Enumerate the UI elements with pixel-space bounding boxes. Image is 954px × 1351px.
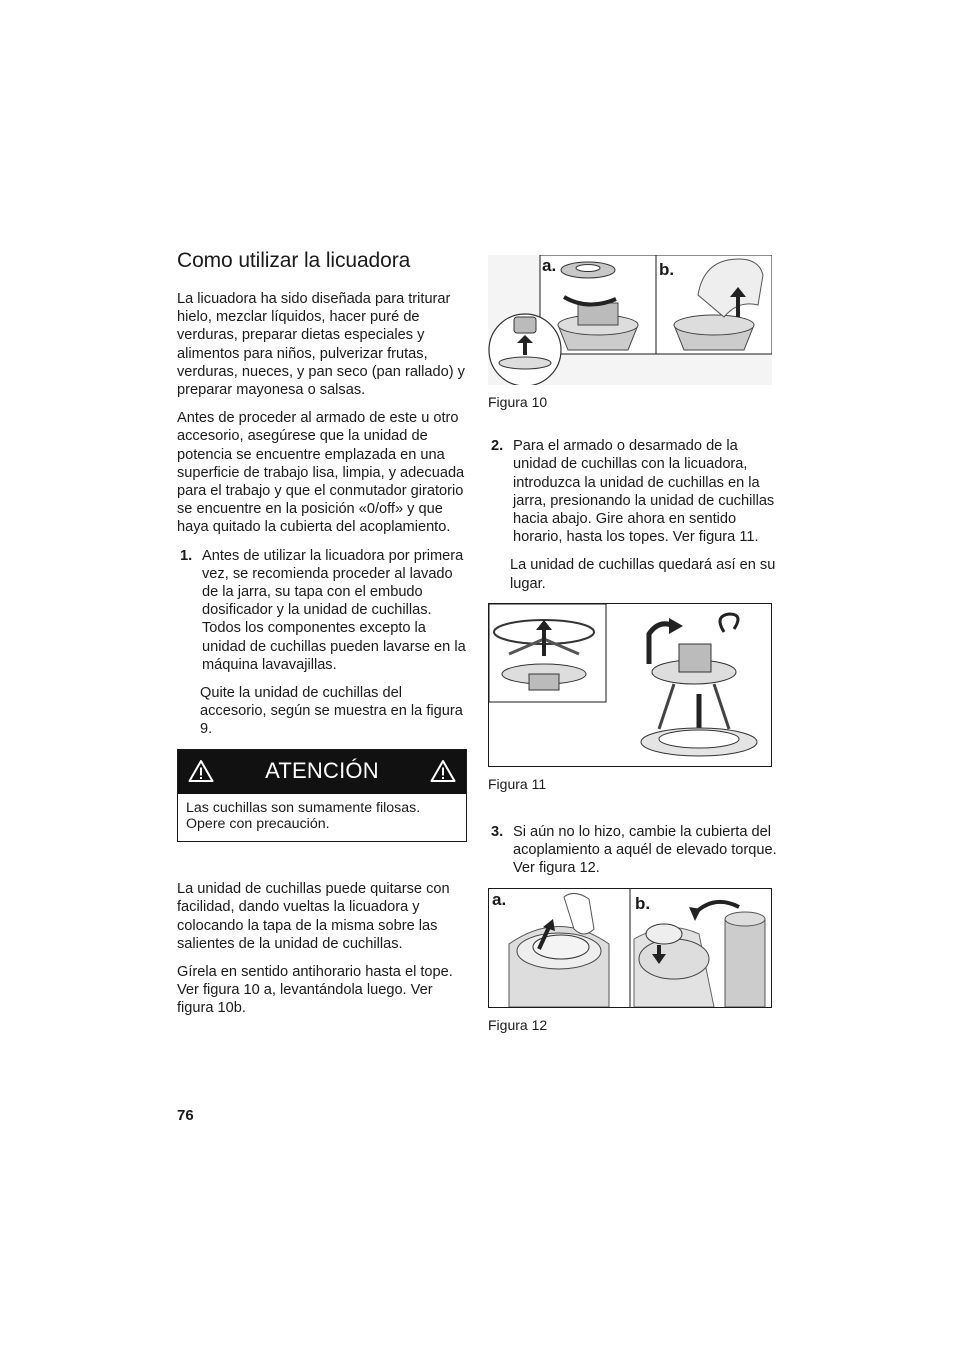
page-number: 76 [177, 1107, 194, 1124]
warning-text: Las cuchillas son sumamente filosas. Opere con precaución. [186, 799, 421, 833]
figure-11 [488, 603, 772, 767]
figure-12 [488, 888, 772, 1008]
warning-triangle-icon [430, 759, 456, 783]
rotate-paragraph: Gírela en sentido antihorario hasta el tope. Ver figura 10 a, levantándola luego. Ver figura 10b. [177, 964, 453, 1017]
step-2-number: 2. [491, 438, 504, 455]
step-3-text: Si aún no lo hizo, cambie la cubierta del acoplamiento a aquél de elevado torque. Ver figura 12. [513, 824, 777, 877]
intro-paragraph: La licuadora ha sido diseñada para triturar hielo, mezclar líquidos, hacer puré de verduras, preparar dietas especiales y alimentos para niños, pulverizar frutas, verduras, nueces, y pan seco (pan rallado) y preparar mayonesa o salsas. [177, 291, 465, 399]
page-title: Como utilizar la licuadora [177, 249, 411, 272]
figure-12-label-b: b. [635, 893, 651, 913]
left-column [177, 248, 467, 1028]
step-2-note: La unidad de cuchillas quedará así en su lugar. [510, 557, 776, 592]
step-2 [488, 437, 778, 546]
figure-12-label-a: a. [492, 889, 507, 909]
step-3 [488, 823, 778, 878]
warning-box [177, 749, 467, 843]
step-3-number: 3. [491, 824, 504, 841]
before-assembly-paragraph: Antes de proceder al armado de este u otro accesorio, asegúrese que la unidad de potencia se encuentre emplazada en una superficie de trabajo lisa, limpia, y adecuada para el trabajo y que el conmutador giratorio se encuentre en la posición «0/off» y que haya quitado la cubierta del acoplamiento. [177, 410, 465, 536]
figure-11-caption: Figura 11 [488, 775, 547, 792]
warning-header [178, 750, 466, 794]
figure-10-label-a: a. [542, 256, 557, 275]
figure-10-illustration [488, 255, 772, 385]
step-2-text: Para el armado o desarmado de la unidad de cuchillas con la licuadora, introduzca la unidad de cuchillas en la jarra, presionando la unidad de cuchillas hacia abajo. Gire ahora en sentido horario, hasta los topes. Ver figura 11. [513, 438, 775, 546]
figure-11-illustration [489, 604, 771, 766]
step-1-note: Quite la unidad de cuchillas del accesorio, según se muestra en la figura 9. [200, 685, 463, 738]
warning-title: ATENCIÓN [265, 757, 379, 783]
figure-12-caption: Figura 12 [488, 1016, 548, 1033]
step-1-text: Antes de utilizar la licuadora por primera vez, se recomienda proceder al lavado de la jarra, su tapa con el embudo dosificador y la unidad de cuchillas. Todos los componentes excepto la unidad de cuchillas pueden lavarse en la máquina lavavajillas. [202, 547, 466, 673]
figure-10-label-b: b. [659, 260, 675, 279]
figure-12-illustration [489, 889, 771, 1007]
removal-paragraph: La unidad de cuchillas puede quitarse con facilidad, dando vueltas la licuadora y colocando la tapa de la misma sobre las salientes de la unidad de cuchillas. [177, 881, 450, 952]
figure-10 [488, 255, 772, 385]
step-1-number: 1. [180, 547, 193, 564]
figure-10-caption: Figura 10 [488, 394, 548, 410]
step-1 [177, 547, 467, 674]
right-column [488, 255, 778, 1034]
